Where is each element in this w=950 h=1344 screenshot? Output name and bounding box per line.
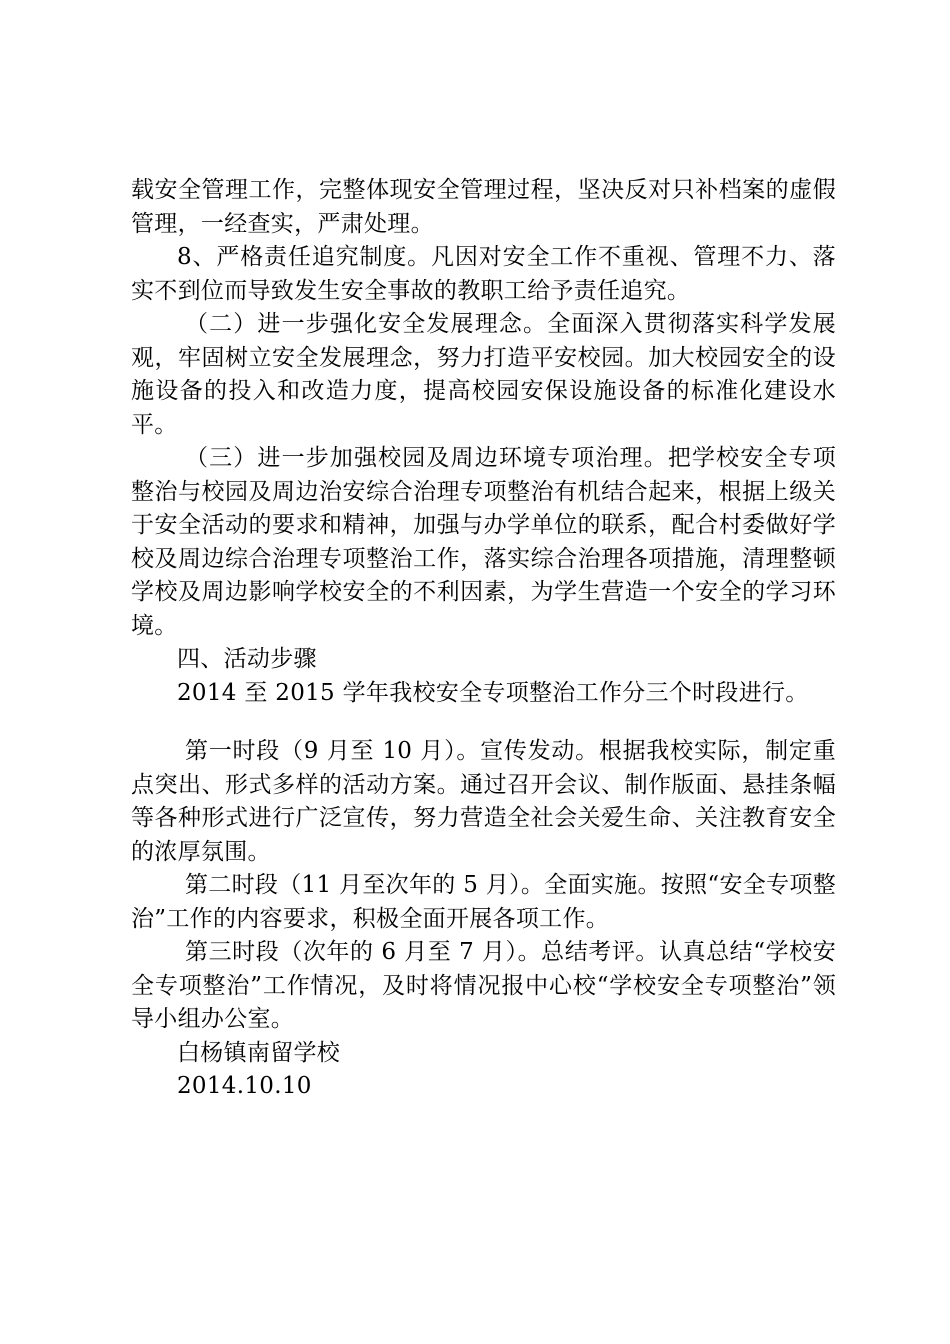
paragraph-phase-three: 第三时段（次年的 6 月至 7 月）。总结考评。认真总结“学校安全专项整治”工作情况，及时将情况报中心校“学校安全专项整治”领导小组办公室。 [131,939,836,1032]
signature-date: 2014.10.10 [177,1073,312,1099]
paragraph-archive-management: 载安全管理工作，完整体现安全管理过程，坚决反对只补档案的虚假管理，一经查实，严肃处理。 [131,177,836,237]
paragraph-schedule-intro: 2014 至 2015 学年我校安全专项整治工作分三个时段进行。 [177,679,809,706]
paragraph-accountability: 8、严格责任追究制度。凡因对安全工作不重视、管理不力、落实不到位而导致发生安全事故的教职工给予责任追究。 [131,244,836,304]
signature-school-name: 白杨镇南留学校 [177,1039,341,1066]
paragraph-safety-concept: （二）进一步强化安全发展理念。全面深入贯彻落实科学发展观，牢固树立安全发展理念，努力打造平安校园。加大校园安全的设施设备的投入和改造力度，提高校园安保设施设备的标准化建设水平。 [131,311,836,438]
paragraph-campus-governance: （三）进一步加强校园及周边环境专项治理。把学校安全专项整治与校园及周边治安综合治理专项整治有机结合起来，根据上级关于安全活动的要求和精神，加强与办学单位的联系，配合村委做好学校及周边综合治理专项整治工作，落实综合治理各项措施，清理整顿学校及周边影响学校安全的不利因素，为学生营造一个安全的学习环境。 [131,445,836,639]
paragraph-phase-one: 第一时段（9 月至 10 月）。宣传发动。根据我校实际，制定重点突出、形式多样的活动方案。通过召开会议、制作版面、悬挂条幅等各种形式进行广泛宣传，努力营造全社会关爱生命、关注教育安全的浓厚氛围。 [131,738,836,865]
paragraph-phase-two: 第二时段（11 月至次年的 5 月）。全面实施。按照“安全专项整治”工作的内容要求，积极全面开展各项工作。 [131,872,836,932]
section-heading-activity-steps: 四、活动步骤 [177,646,317,672]
document-body [131,174,836,1104]
